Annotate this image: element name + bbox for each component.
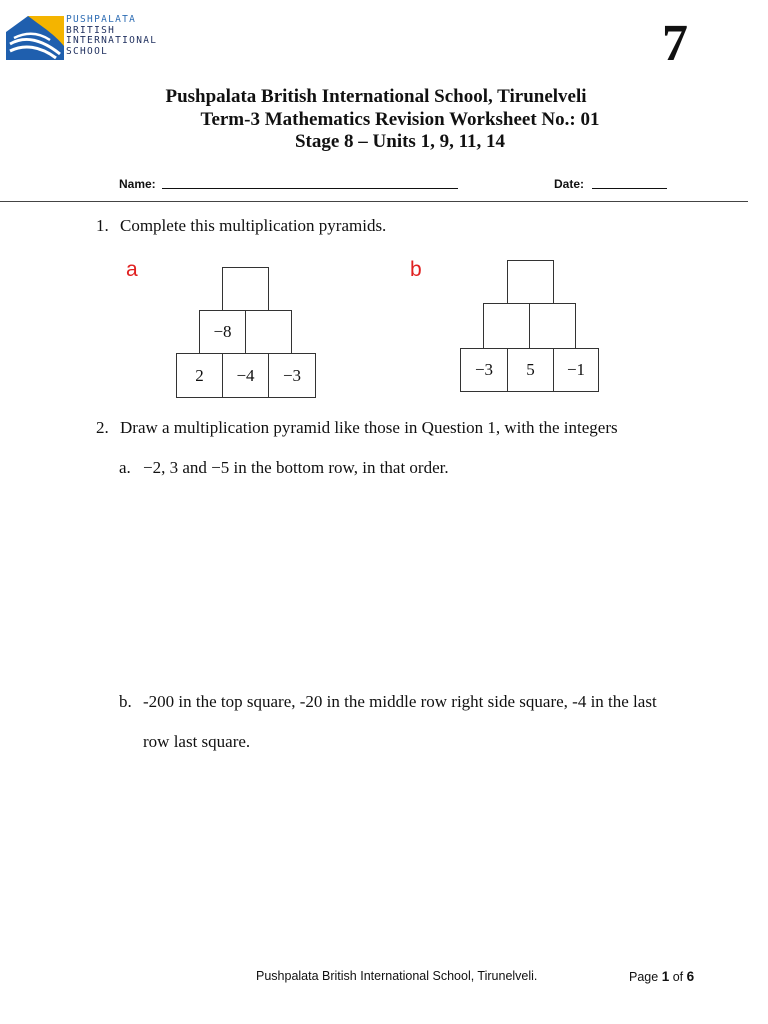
logo-line-1: PUSHPALATA [66,14,137,25]
header-divider [0,201,748,202]
question-2b-text-line-1: -200 in the top square, -20 in the middle row right side square, -4 in the last [143,692,657,711]
logo-line-4: SCHOOL [66,45,109,57]
footer-page-word: Page [629,970,659,984]
date-field[interactable] [592,178,667,189]
pyramid-a-middle-cell-2[interactable] [245,310,292,354]
footer-page-current: 1 [661,969,670,984]
question-2b-number: b. [119,692,132,711]
question-2-text: Draw a multiplication pyramid like those in Question 1, with the integers [120,418,618,437]
pyramid-b-label: b [410,258,422,281]
pyramid-a-bottom-cell-2: −4 [222,353,269,398]
pyramid-a-top-cell[interactable] [222,267,269,311]
school-title: Pushpalata British International School, Tirunelveli [165,86,587,107]
pyramid-a-bottom-cell-1: 2 [176,353,223,398]
footer-page-of: of [672,970,684,984]
logo-line-3: INTERNATIONAL [66,35,158,46]
pyramid-a-bottom-cell-3: −3 [268,353,316,398]
question-2b-text-line-2: row last square. [143,732,251,751]
footer-page-indicator [629,969,694,984]
footer-school-name: Pushpalata British International School, Tirunelveli. [256,969,538,983]
pyramid-b-middle-cell-1[interactable] [483,303,530,349]
pyramid-b-bottom-cell-3: −1 [553,348,599,392]
logo-line-2: BRITISH [66,24,116,36]
logo-wordmark [66,15,157,57]
date-label: Date: [554,177,585,191]
question-1-text: Complete this multiplication pyramids. [120,216,387,235]
question-2-number: 2. [96,418,109,437]
worksheet-number: 7 [662,15,688,72]
pyramid-b-top-cell[interactable] [507,260,554,304]
question-2a-answer-space[interactable] [143,490,703,670]
question-2a-text: −2, 3 and −5 in the bottom row, in that order. [143,458,449,477]
stage-title: Stage 8 – Units 1, 9, 11, 14 [294,131,506,152]
pyramid-a-middle-cell-1[interactable]: −8 [199,310,246,354]
question-2a-number: a. [119,458,131,477]
pyramid-b-bottom-cell-1: −3 [460,348,508,392]
name-field[interactable] [162,178,458,189]
pyramid-a-label: a [126,258,138,281]
pyramid-b-bottom-cell-2: 5 [507,348,554,392]
pyramid-b-middle-cell-2[interactable] [529,303,576,349]
question-1-number: 1. [96,216,109,235]
name-label: Name: [119,177,156,191]
question-2b-answer-space[interactable] [143,770,703,950]
worksheet-title: Term-3 Mathematics Revision Worksheet No.: 01 [200,109,600,130]
footer-page-total: 6 [686,969,695,984]
